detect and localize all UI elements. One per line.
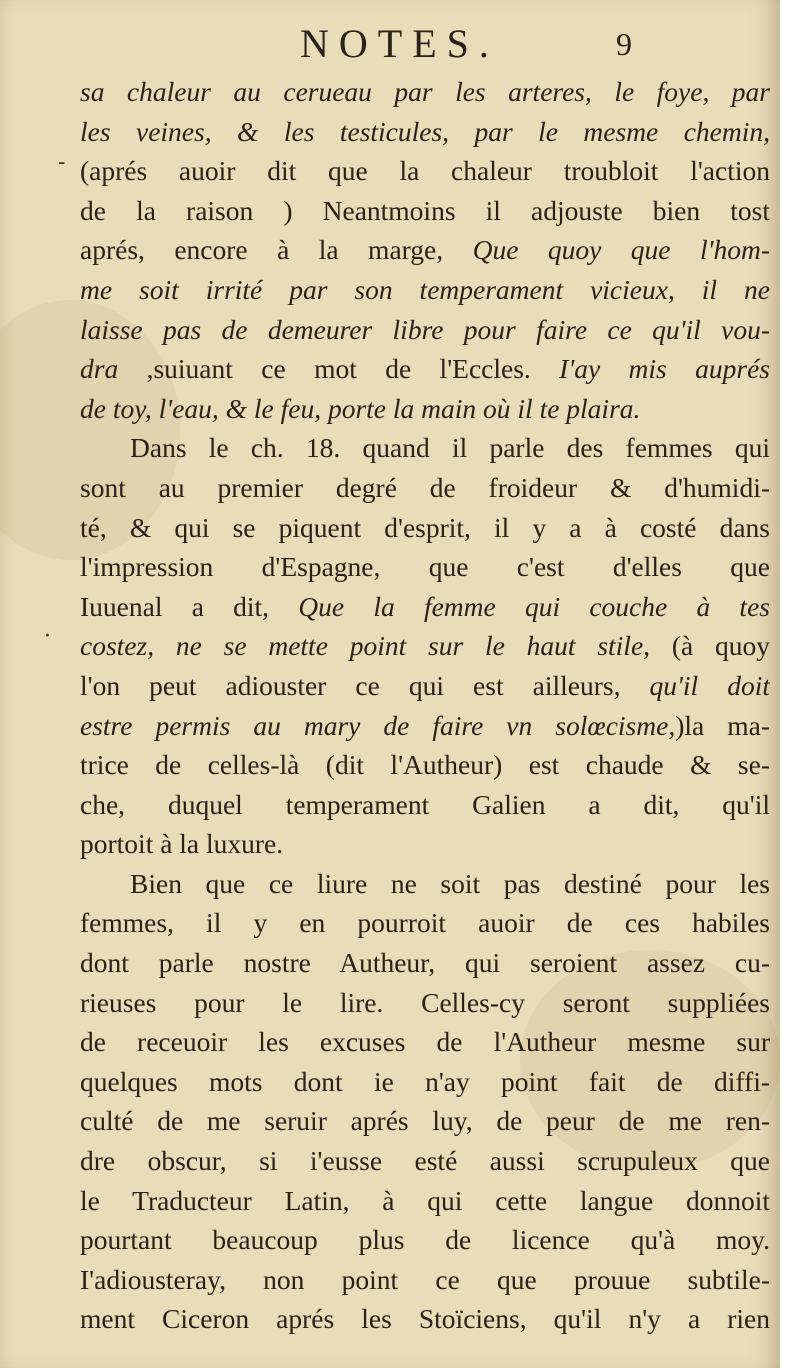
italic-text-segment: me soit irrité par son temperament vicieux, il ne <box>80 273 770 305</box>
text-segment: portoit à la luxure. <box>80 828 284 860</box>
italic-text-segment: costez, ne se mette point sur le haut stile, <box>80 630 651 662</box>
text-segment: trice de celles-là (dit l'Autheur) est chaude & se- <box>80 749 770 781</box>
text-segment: Iuuenal a dit, <box>80 590 299 622</box>
text-line <box>80 864 770 904</box>
italic-text-segment: Que la femme qui couche à tes <box>298 590 770 622</box>
text-line <box>80 349 770 389</box>
text-segment: pourtant beaucoup plus de licence qu'à moy. <box>80 1224 770 1256</box>
text-segment: I'adiousteray, non point ce que prouue subtile- <box>80 1263 770 1295</box>
italic-text-segment: de toy, l'eau, & le feu, porte la main où il te plaira. <box>80 392 641 424</box>
text-segment: culté de me seruir aprés luy, de peur de me ren- <box>80 1105 770 1137</box>
text-line <box>80 1260 770 1300</box>
text-line <box>80 508 770 548</box>
text-segment: aprés, encore à la marge, <box>80 234 473 266</box>
text-line <box>80 468 770 508</box>
text-line <box>80 310 770 350</box>
page-number: 9 <box>616 26 632 62</box>
text-segment: )la ma- <box>675 709 770 741</box>
text-segment: femmes, il y en pourroit auoir de ces habiles <box>80 907 770 939</box>
text-segment: l'on peut adiouster ce qui est ailleurs, <box>80 669 650 701</box>
text-line <box>80 1181 770 1221</box>
text-segment: le Traducteur Latin, à qui cette langue donnoit <box>80 1184 770 1216</box>
text-line <box>80 151 770 191</box>
text-line <box>80 666 770 706</box>
italic-text-segment: sa chaleur au cerueau par les arteres, le foye, par <box>80 76 770 107</box>
text-line <box>80 745 770 785</box>
text-segment: (aprés auoir dit que la chaleur troubloit l'action <box>80 155 770 187</box>
text-line <box>80 1022 770 1062</box>
italic-text-segment: Que quoy que l'hom- <box>472 234 770 266</box>
text-line <box>80 1141 770 1181</box>
italic-text-segment: estre permis au mary de faire vn solœcisme, <box>80 709 676 741</box>
text-line <box>80 1101 770 1141</box>
italic-text-segment: laisse pas de demeurer libre pour faire ce qu'il vou- <box>80 313 770 345</box>
text-segment: dont parle nostre Autheur, qui seroient assez cu- <box>80 947 770 979</box>
text-segment: quelques mots dont ie n'ay point fait de diffi- <box>80 1065 770 1097</box>
text-segment: sont au premier degré de froideur & d'humidi- <box>80 471 770 503</box>
text-line <box>80 1220 770 1260</box>
italic-text-segment: I'ay mis auprés <box>559 353 770 385</box>
margin-mark: · <box>44 624 51 649</box>
italic-text-segment: dra <box>80 353 119 385</box>
text-line <box>80 824 770 864</box>
text-segment: rieuses pour le lire. Celles-cy seront suppliées <box>80 986 770 1018</box>
italic-text-segment: qu'il doit <box>649 669 770 701</box>
text-line <box>80 191 770 231</box>
text-line <box>80 903 770 943</box>
notes-body-text <box>80 72 770 1339</box>
text-segment: de receuoir les excuses de l'Autheur mesme sur <box>80 1026 770 1058</box>
text-segment: de la raison ) Neantmoins il adjouste bien tost <box>80 194 770 226</box>
text-segment: ment Ciceron aprés les Stoïciens, qu'il n'y a rien <box>80 1303 770 1335</box>
text-segment: té, & qui se piquent d'esprit, il y a à costé dans <box>80 511 770 543</box>
text-line <box>80 72 770 112</box>
text-line <box>80 706 770 746</box>
text-line <box>80 112 770 152</box>
text-line <box>80 587 770 627</box>
text-segment: l'impression d'Espagne, que c'est d'elles que <box>80 551 770 583</box>
text-line <box>80 1062 770 1102</box>
text-line <box>80 943 770 983</box>
margin-mark: - <box>58 150 66 175</box>
text-line <box>80 626 770 666</box>
text-segment: che, duquel temperament Galien a dit, qu'il <box>80 788 770 820</box>
text-segment: Dans le ch. 18. quand il parle des femmes qui <box>130 432 770 464</box>
text-line <box>80 230 770 270</box>
italic-text-segment: les veines, & les testicules, par le mesme chemin, <box>80 115 770 147</box>
text-segment: (à quoy <box>650 630 770 662</box>
text-line <box>80 983 770 1023</box>
text-line <box>80 270 770 310</box>
text-segment: dre obscur, si i'eusse esté aussi scrupuleux que <box>80 1145 770 1177</box>
running-title: NOTES. <box>300 21 499 66</box>
page-header <box>0 14 780 70</box>
text-line <box>80 428 770 468</box>
text-line <box>80 389 770 429</box>
text-line <box>80 785 770 825</box>
text-line <box>80 1299 770 1339</box>
text-segment: ,suiuant ce mot de l'Eccles. <box>118 353 560 385</box>
text-line <box>80 547 770 587</box>
text-segment: Bien que ce liure ne soit pas destiné pour les <box>130 867 770 899</box>
